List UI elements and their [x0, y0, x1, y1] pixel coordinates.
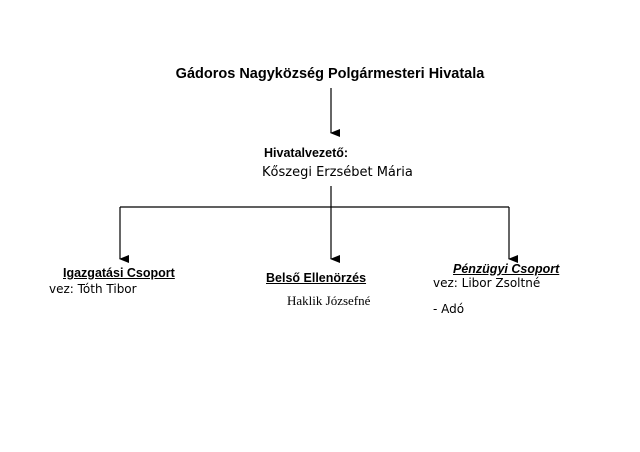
dept-leader-igazgatasi: vez: Tóth Tibor [49, 282, 137, 296]
dept-title-penzugyi: Pénzügyi Csoport [453, 262, 560, 276]
dept-title-belso-ellenorzes: Belső Ellenörzés [266, 271, 367, 285]
dept-title-igazgatasi: Igazgatási Csoport [63, 266, 175, 280]
head-label: Hivatalvezető: [264, 146, 349, 160]
dept-leader-penzugyi: vez: Libor Zsoltné [433, 276, 541, 290]
head-name: Kőszegi Erzsébet Mária [262, 165, 413, 180]
org-title: Gádoros Nagyközség Polgármesteri Hivatala [175, 66, 485, 82]
dept-unit-penzugyi: - Adó [433, 302, 465, 316]
dept-member-belso-ellenorzes: Haklik Józsefné [287, 293, 371, 308]
